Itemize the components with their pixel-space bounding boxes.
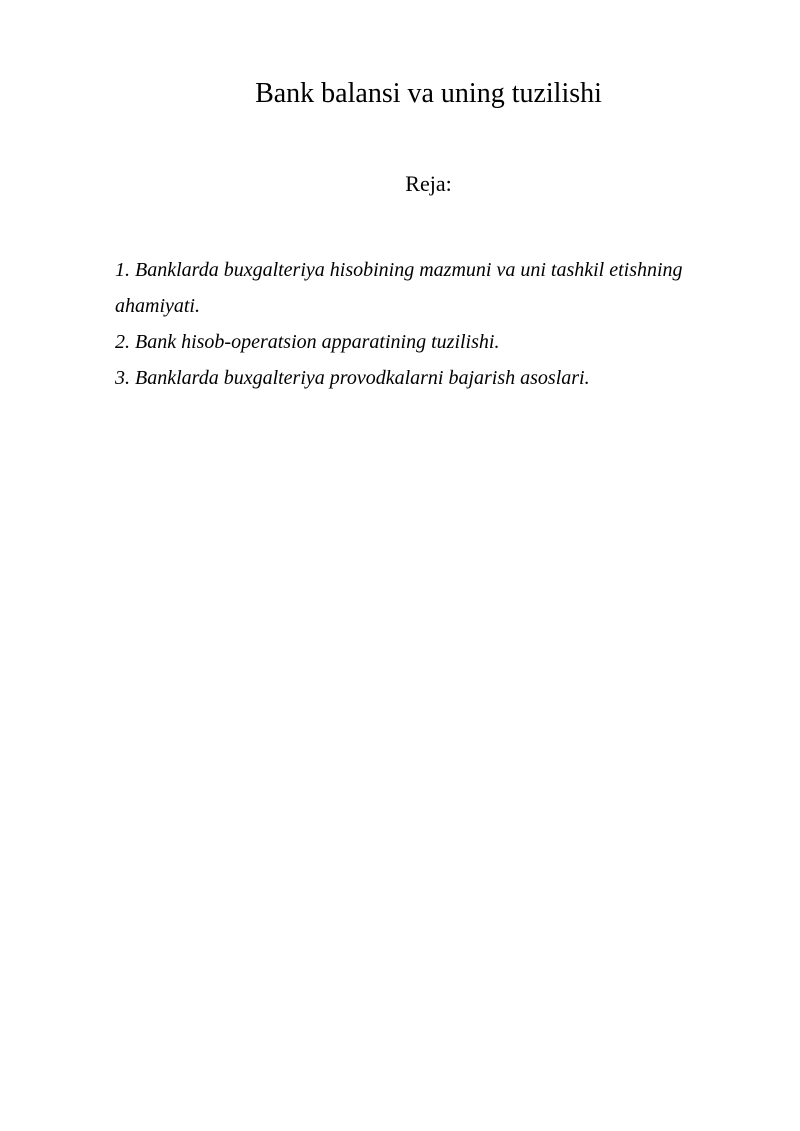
- plan-item: 3. Banklarda buxgalteriya provodkalarni bajarish asoslari.: [115, 367, 590, 389]
- page-title: Bank balansi va uning tuzilishi: [255, 78, 602, 109]
- plan-list: [115, 252, 755, 396]
- plan-heading: Reja:: [405, 171, 452, 196]
- plan-item: 1. Banklarda buxgalteriya hisobining mazmuni va uni tashkil etishning ahamiyati.: [115, 259, 683, 317]
- plan-item: 2. Bank hisob-operatsion apparatining tuzilishi.: [115, 331, 500, 353]
